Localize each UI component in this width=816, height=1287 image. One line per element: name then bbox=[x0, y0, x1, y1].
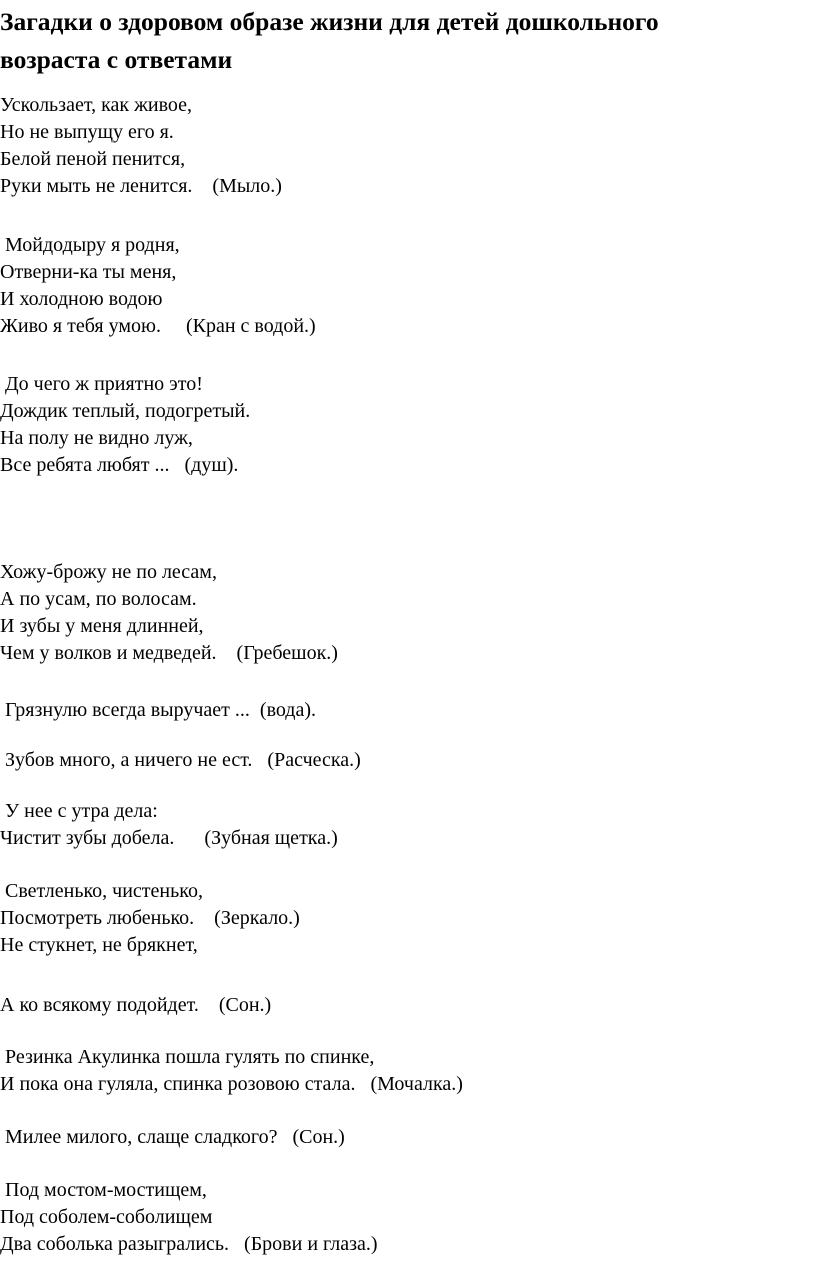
riddle-line: Ускользает, как живое, bbox=[0, 94, 193, 116]
riddle-line: И зубы у меня длинней, bbox=[0, 615, 204, 637]
riddle-tap bbox=[0, 232, 816, 340]
riddle-water bbox=[0, 697, 816, 724]
riddle-sleep-2 bbox=[0, 1124, 816, 1151]
riddle-line: Мойдодыру я родня, bbox=[0, 234, 180, 256]
riddle-mirror bbox=[0, 878, 816, 959]
riddle-line: Хожу-брожу не по лесам, bbox=[0, 561, 217, 583]
riddle-line: Белой пеной пенится, bbox=[0, 148, 186, 170]
riddle-line: Зубов много, а ничего не ест. (Расческа.) bbox=[0, 749, 361, 771]
riddle-line: Чем у волков и медведей. (Гребешок.) bbox=[0, 642, 338, 664]
riddle-line: И пока она гуляла, спинка розовою стала. (Мочалка.) bbox=[0, 1073, 463, 1095]
riddle-line: Под соболем-соболищем bbox=[0, 1206, 213, 1228]
riddle-line: Посмотреть любенько. (Зеркало.) bbox=[0, 907, 300, 929]
riddle-line: И холодною водою bbox=[0, 288, 163, 310]
document-title bbox=[0, 3, 816, 79]
riddle-line: Руки мыть не ленится. (Мыло.) bbox=[0, 175, 282, 197]
riddle-line: Два соболька разыгрались. (Брови и глаза.) bbox=[0, 1233, 378, 1255]
riddle-hairbrush bbox=[0, 747, 816, 774]
riddle-soap bbox=[0, 92, 816, 200]
riddle-eyebrows bbox=[0, 1177, 816, 1258]
riddle-line: Но не выпущу его я. bbox=[0, 121, 174, 143]
riddle-comb bbox=[0, 559, 816, 667]
riddle-line: Резинка Акулинка пошла гулять по спинке, bbox=[0, 1046, 375, 1068]
riddle-line: Светленько, чистенько, bbox=[0, 880, 203, 902]
riddle-line: А по усам, по волосам. bbox=[0, 588, 197, 610]
title-line: Загадки о здоровом образе жизни для детей дошкольного bbox=[0, 7, 659, 36]
riddle-line: Грязнулю всегда выручает ... (вода). bbox=[0, 699, 317, 721]
riddle-line: У нее с утра дела: bbox=[0, 800, 158, 822]
riddle-sleep bbox=[0, 992, 816, 1019]
riddle-shower bbox=[0, 371, 816, 479]
riddle-line: Отверни-ка ты меня, bbox=[0, 261, 177, 283]
riddle-line: Милее милого, слаще сладкого? (Сон.) bbox=[0, 1126, 345, 1148]
riddle-line: До чего ж приятно это! bbox=[0, 373, 203, 395]
riddle-toothbrush bbox=[0, 798, 816, 852]
title-line: возраста с ответами bbox=[0, 45, 233, 74]
riddle-line: Все ребята любят ... (душ). bbox=[0, 454, 239, 476]
riddle-line: Не стукнет, не брякнет, bbox=[0, 934, 198, 956]
riddle-line: Чистит зубы добела. (Зубная щетка.) bbox=[0, 827, 338, 849]
riddle-line: Живо я тебя умою. (Кран с водой.) bbox=[0, 315, 316, 337]
riddle-line: Под мостом-мостищем, bbox=[0, 1179, 207, 1201]
riddle-line: На полу не видно луж, bbox=[0, 427, 193, 449]
riddle-line: Дождик теплый, подогретый. bbox=[0, 400, 251, 422]
riddle-washcloth bbox=[0, 1044, 816, 1098]
riddle-line: А ко всякому подойдет. (Сон.) bbox=[0, 994, 272, 1016]
